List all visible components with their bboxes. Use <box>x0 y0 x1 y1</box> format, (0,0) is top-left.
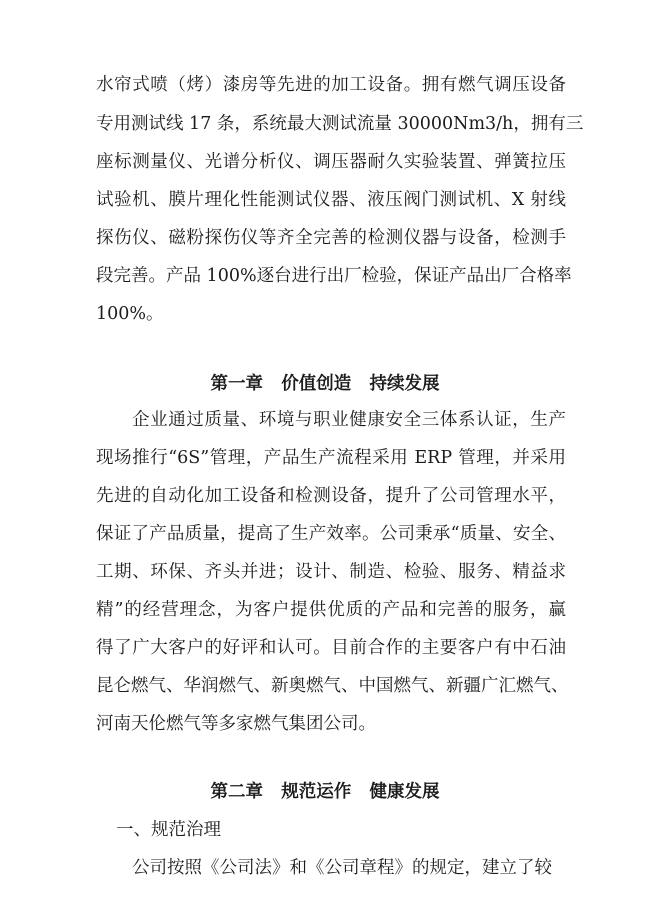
paragraph-line: 得了广大客户的好评和认可。目前合作的主要客户有中石油 <box>96 638 566 658</box>
paragraph-line: 公司按照《公司法》和《公司章程》的规定，建立了较 <box>132 858 552 878</box>
paragraph-line: 现场推行“6S”管理，产品生产流程采用 ERP 管理，并采用 <box>96 448 566 468</box>
chapter-heading: 第一章 价值创造 持续发展 <box>210 374 440 394</box>
paragraph-line: 昆仑燃气、华润燃气、新奥燃气、中国燃气、新疆广汇燃气、 <box>96 676 569 696</box>
paragraph-line: 段完善。产品 100%逐台进行出厂检验，保证产品出厂合格率 <box>96 266 572 286</box>
paragraph-line: 河南天伦燃气等多家燃气集团公司。 <box>96 714 376 734</box>
paragraph-line: 工期、环保、齐头并进；设计、制造、检验、服务、精益求 <box>96 562 566 582</box>
paragraph-line: 保证了产品质量，提高了生产效率。公司秉承“质量、安全、 <box>96 524 566 544</box>
paragraph-line: 水帘式喷（烤）漆房等先进的加工设备。拥有燃气调压设备 <box>96 75 566 95</box>
section-heading: 一、规范治理 <box>116 820 221 840</box>
paragraph-line: 100%。 <box>96 304 164 324</box>
paragraph-line: 专用测试线 17 条，系统最大测试流量 30000Nm3/h，拥有三 <box>96 114 584 134</box>
paragraph-line: 企业通过质量、环境与职业健康安全三体系认证，生产 <box>132 410 566 430</box>
paragraph-line: 试验机、膜片理化性能测试仪器、液压阀门测试机、X 射线 <box>96 190 566 210</box>
chapter-heading: 第二章 规范运作 健康发展 <box>210 782 440 802</box>
paragraph-line: 先进的自动化加工设备和检测设备，提升了公司管理水平， <box>96 486 566 506</box>
paragraph-line: 探伤仪、磁粉探伤仪等齐全完善的检测仪器与设备，检测手 <box>96 228 566 248</box>
paragraph-line: 精”的经营理念，为客户提供优质的产品和完善的服务，赢 <box>96 600 566 620</box>
paragraph-line: 座标测量仪、光谱分析仪、调压器耐久实验装置、弹簧拉压 <box>96 152 566 172</box>
